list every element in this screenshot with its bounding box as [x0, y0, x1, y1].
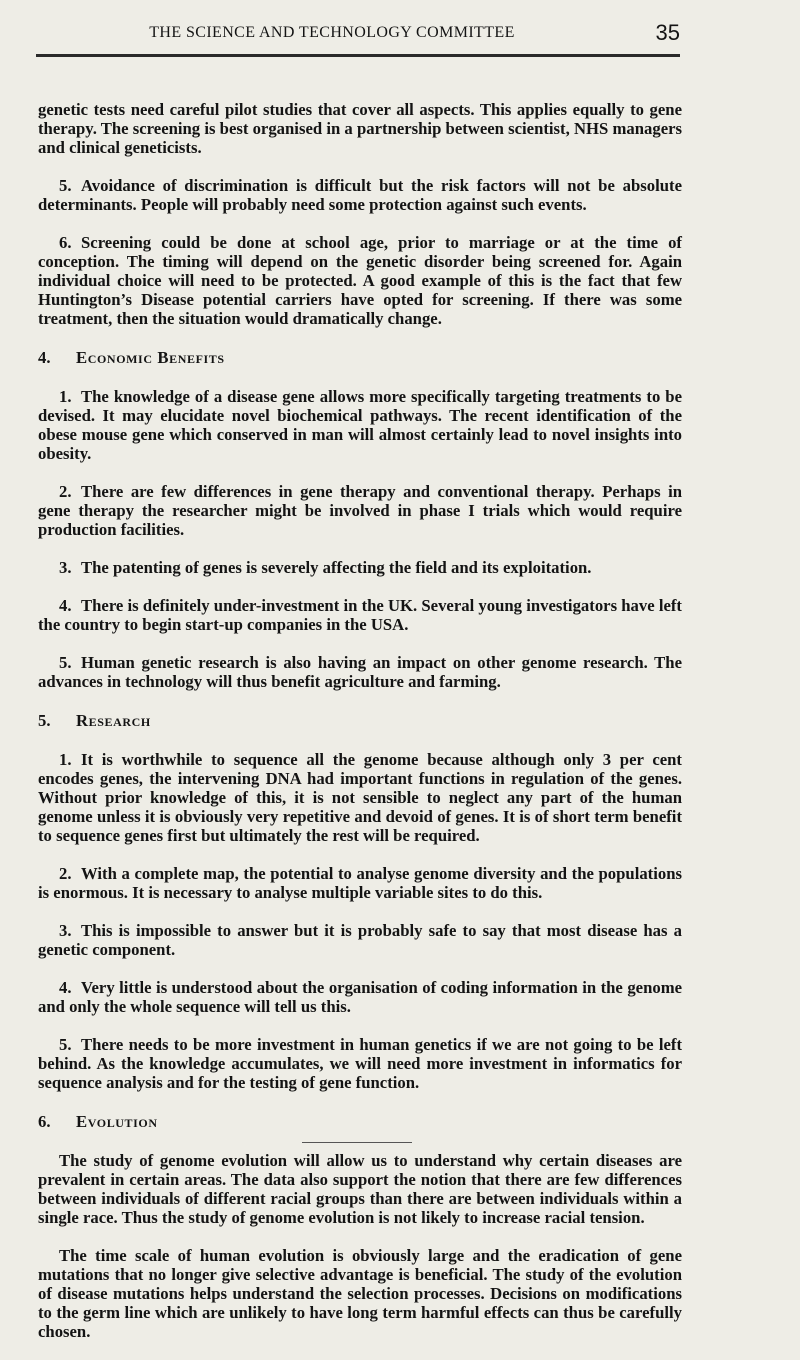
paragraph-text: The knowledge of a disease gene allows more specifically targeting treatments to be devised. It may elucidate novel biochemical pathways. The recent identification of the obese mouse gene which conserved in man will almost certainly lead to novel insights into obesity. [38, 387, 682, 463]
numbered-paragraph [38, 233, 682, 328]
section-title: Evolution [76, 1112, 158, 1131]
continued-paragraph: genetic tests need careful pilot studies that cover all aspects. This applies equally to gene therapy. The screening is best organised in a partnership between scientist, NHS managers and clinical geneticists. [38, 100, 682, 157]
page-number: 35 [655, 20, 680, 45]
paragraph-text: The patenting of genes is severely affecting the field and its exploitation. [81, 558, 592, 577]
numbered-paragraph [38, 558, 682, 577]
paragraph-text: There is definitely under-investment in the UK. Several young investigators have left the country to begin start-up companies in the USA. [38, 596, 682, 634]
paragraph-text: It is worthwhile to sequence all the genome because although only 3 per cent encodes genes, the intervening DNA had important functions in regulation of the genes. Without prior knowledge of this, it is not sensible to neglect any part of the human genome unless it is obviously very repetitive and devoid of genes. It is of short term benefit to sequence genes first but ultimately the rest will be required. [38, 750, 682, 845]
paragraph-number: 3. [59, 558, 72, 577]
paragraph-text: There are few differences in gene therapy and conventional therapy. Perhaps in gene therapy the researcher might be involved in phase I trials which would require production facilities. [38, 482, 682, 539]
paragraph-number: 5. [59, 1035, 72, 1054]
numbered-paragraph [38, 1035, 682, 1092]
paragraph-number: 1. [59, 387, 72, 406]
paragraph-number: 5. [59, 653, 72, 672]
section-heading-evolution [38, 1112, 682, 1131]
paragraph-number: 2. [59, 482, 72, 501]
paragraph-text: Human genetic research is also having an impact on other genome research. The advances in technology will thus benefit agriculture and farming. [38, 653, 682, 691]
paragraph-text: There needs to be more investment in human genetics if we are not going to be left behind. As the knowledge accumulates, we will need more investment in informatics for sequence analysis and for the testing of gene function. [38, 1035, 682, 1092]
paragraph-number: 3. [59, 921, 72, 940]
end-rule-divider [302, 1142, 412, 1143]
paragraph-text: Screening could be done at school age, prior to marriage or at the time of conception. The timing will depend on the genetic disorder being screened for. Again individual choice will need to be protected. A good example of this is the fact that few Huntington’s Disease potential carriers have opted for screening. If there was some treatment, then the situation would dramatically change. [38, 233, 682, 328]
running-title: THE SCIENCE AND TECHNOLOGY COMMITTEE [149, 24, 515, 41]
paragraph-number: 6. [59, 233, 72, 252]
paragraph-number: 5. [59, 176, 72, 195]
section-heading-economic-benefits [38, 348, 682, 367]
section-number: 4. [38, 348, 51, 367]
numbered-paragraph [38, 750, 682, 845]
paragraph-number: 2. [59, 864, 72, 883]
paragraph-text: Avoidance of discrimination is difficult but the risk factors will not be absolute determinants. People will probably need some protection against such events. [38, 176, 682, 214]
numbered-paragraph [38, 387, 682, 463]
numbered-paragraph [38, 596, 682, 634]
paragraph-text: With a complete map, the potential to analyse genome diversity and the populations is enormous. It is necessary to analyse multiple variable sites to do this. [38, 864, 682, 902]
section-title: Economic Benefits [76, 348, 225, 367]
body-paragraph: The time scale of human evolution is obviously large and the eradication of gene mutations that no longer give selective advantage is beneficial. The study of the evolution of disease mutations helps understand the selection processes. Decisions on modifications to the germ line which are unlikely to have long term harmful effects can thus be carefully chosen. [38, 1246, 682, 1341]
numbered-paragraph [38, 921, 682, 959]
numbered-paragraph [38, 978, 682, 1016]
body-paragraph: The study of genome evolution will allow us to understand why certain diseases are prevalent in certain areas. The data also support the notion that there are few differences between individuals of different racial groups than there are between individuals within a single race. Thus the study of genome evolution is not likely to increase racial tension. [38, 1151, 682, 1227]
paragraph-text: This is impossible to answer but it is probably safe to say that most disease has a genetic component. [38, 921, 682, 959]
numbered-paragraph [38, 653, 682, 691]
paragraph-number: 4. [59, 596, 72, 615]
running-header [36, 20, 680, 57]
numbered-paragraph [38, 176, 682, 214]
document-body [38, 100, 682, 1360]
section-heading-research [38, 711, 682, 730]
paragraph-number: 4. [59, 978, 72, 997]
numbered-paragraph [38, 864, 682, 902]
paragraph-text: Very little is understood about the organisation of coding information in the genome and only the whole sequence will tell us this. [38, 978, 682, 1016]
numbered-paragraph [38, 482, 682, 539]
section-number: 5. [38, 711, 51, 730]
section-number: 6. [38, 1112, 51, 1131]
section-title: Research [76, 711, 151, 730]
paragraph-number: 1. [59, 750, 72, 769]
